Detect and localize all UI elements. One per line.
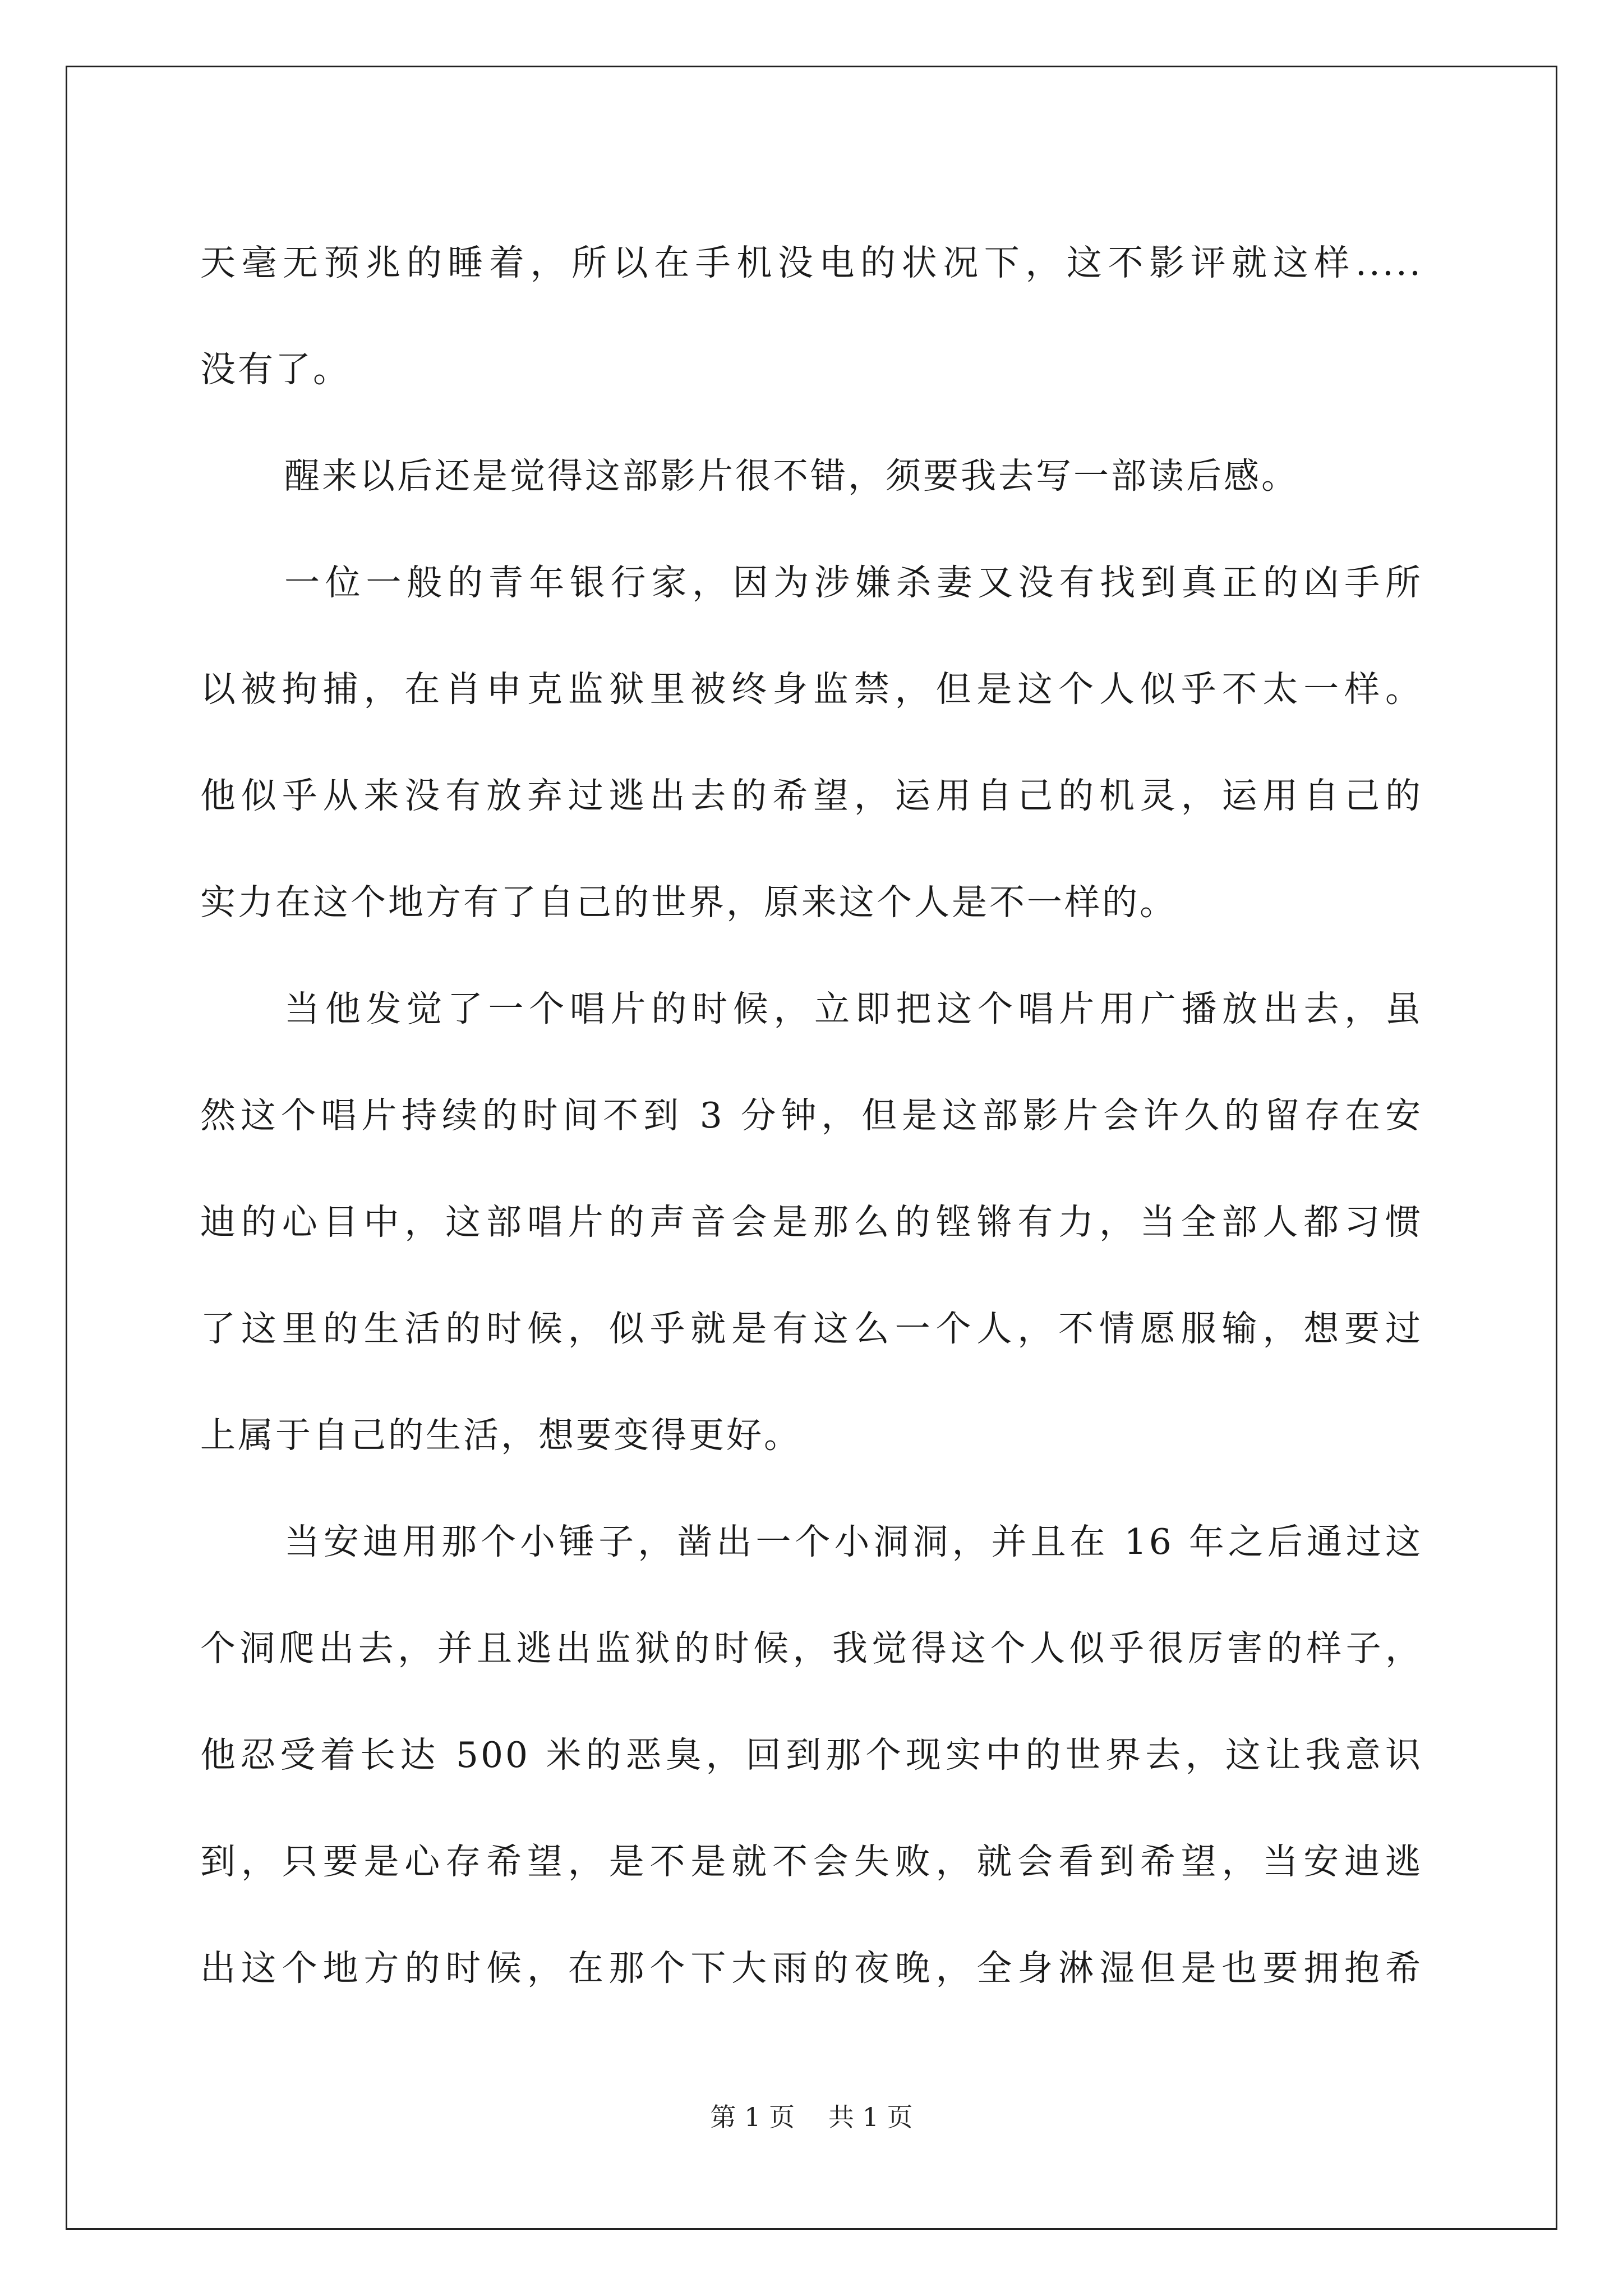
- page-total: 共 1 页: [828, 2102, 913, 2132]
- paragraph-start-line: 一位一般的青年银行家，因为涉嫌杀妻又没有找到真正的凶手所: [284, 562, 1423, 603]
- text-line: 然这个唱片持续的时间不到 3 分钟，但是这部影片会许久的留存在安: [200, 1095, 1423, 1136]
- page-number: 第 1 页: [710, 2102, 795, 2132]
- text-line: 迪的心目中，这部唱片的声音会是那么的铿锵有力，当全部人都习惯: [200, 1202, 1423, 1243]
- text-line: 出这个地方的时候，在那个下大雨的夜晚，全身淋湿但是也要拥抱希: [200, 1948, 1423, 1989]
- page-footer: [0, 2097, 1623, 2134]
- text-line: 天毫无预兆的睡着，所以在手机没电的状况下，这不影评就这样.....: [200, 242, 1423, 283]
- text-line: 上属于自己的生活，想要变得更好。: [200, 1415, 801, 1456]
- paragraph-start-line: 当安迪用那个小锤子，凿出一个小洞洞，并且在 16 年之后通过这: [284, 1521, 1423, 1562]
- text-line: 他忍受着长达 500 米的恶臭，回到那个现实中的世界去，这让我意识: [200, 1734, 1423, 1775]
- text-line: 实力在这个地方有了自己的世界，原来这个人是不一样的。: [200, 882, 1177, 923]
- text-line: 到，只要是心存希望，是不是就不会失败，就会看到希望，当安迪逃: [200, 1841, 1423, 1882]
- paragraph-start-line: 当他发觉了一个唱片的时候，立即把这个唱片用广播放出去，虽: [284, 988, 1423, 1029]
- document-body: [200, 210, 1423, 2022]
- text-line: 以被拘捕，在肖申克监狱里被终身监禁，但是这个人似乎不太一样。: [200, 669, 1423, 710]
- text-line: 了这里的生活的时候，似乎就是有这么一个人，不情愿服输，想要过: [200, 1308, 1423, 1349]
- text-line: 没有了。: [200, 349, 351, 390]
- paragraph-start-line: 醒来以后还是觉得这部影片很不错，须要我去写一部读后感。: [284, 455, 1299, 496]
- text-line: 个洞爬出去，并且逃出监狱的时候，我觉得这个人似乎很厉害的样子，: [200, 1628, 1423, 1669]
- text-line: 他似乎从来没有放弃过逃出去的希望，运用自己的机灵，运用自己的: [200, 775, 1423, 816]
